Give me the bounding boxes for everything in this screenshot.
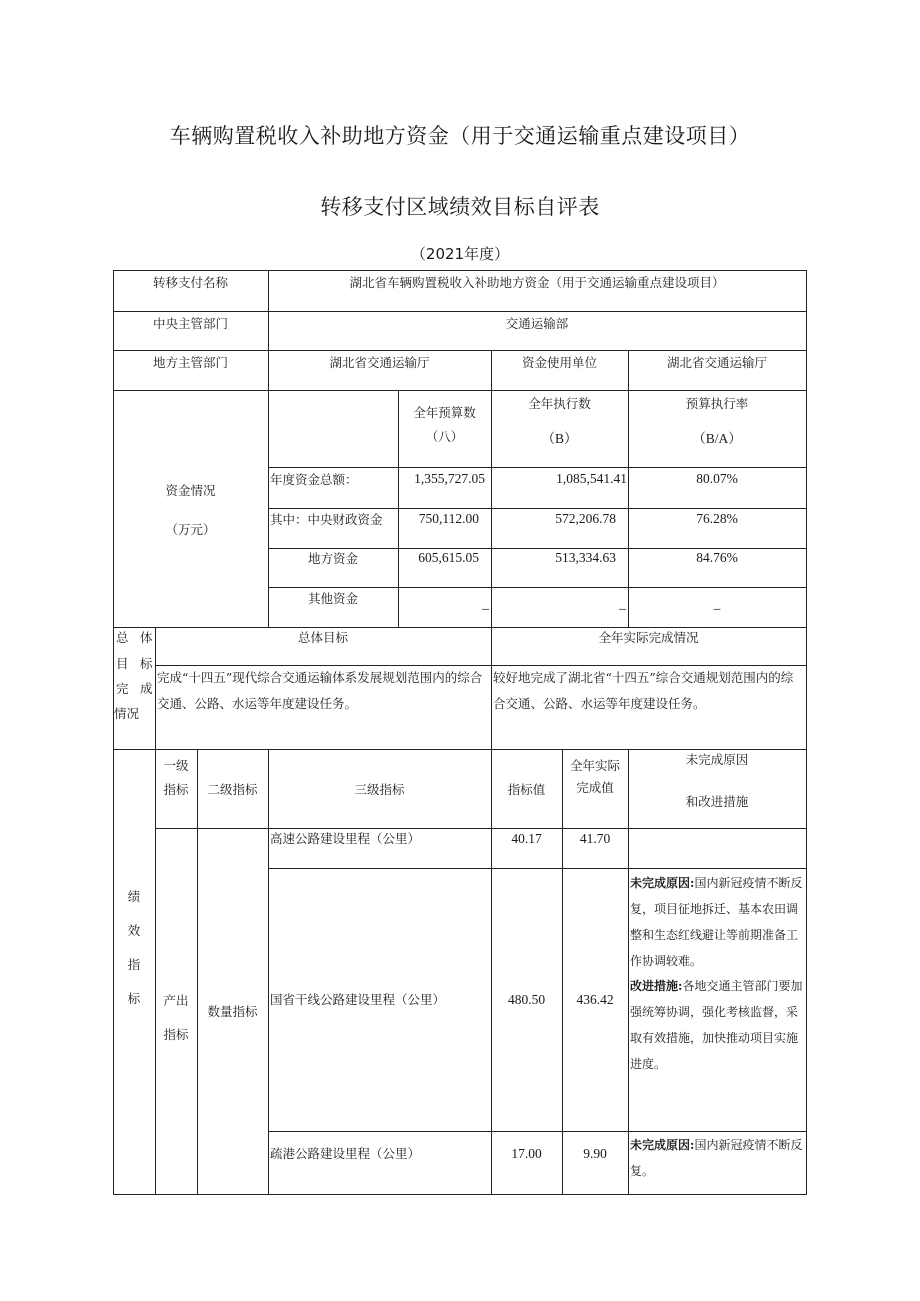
indicator-actual: 436.42	[576, 992, 614, 1007]
fund-row-exec: _	[619, 596, 626, 611]
fund-row-rate: 80.07%	[696, 471, 738, 486]
indicator-actual: 9.90	[583, 1146, 607, 1161]
report-year: （2021年度）	[410, 245, 510, 263]
reason-text: 国内新冠疫情不断反复。	[630, 1138, 803, 1178]
goals-side-char: 标	[140, 656, 153, 671]
indicator-actual: 41.70	[579, 831, 611, 846]
fund-row-budget: 750,112.00	[418, 511, 479, 526]
funds-unit: （万元）	[165, 522, 216, 537]
fund-row-label: 地方资金	[307, 551, 358, 566]
indicators-side-char: 指	[127, 957, 141, 972]
fund-row-exec: 1,085,541.41	[556, 471, 627, 486]
fund-user-label: 资金使用单位	[521, 355, 597, 370]
indicator-target: 480.50	[507, 992, 546, 1007]
fund-row-budget: 1,355,727.05	[414, 471, 485, 486]
col-actual-header-2: 完成值	[576, 780, 614, 795]
col-reason-header: 未完成原因	[685, 752, 749, 767]
col-exec-header: 全年执行数	[528, 396, 591, 411]
fund-row-budget: 605,615.05	[418, 550, 479, 565]
page-title: 车辆购置税收入补助地方资金（用于交通运输重点建设项目）	[169, 124, 751, 148]
table-border-right	[806, 270, 807, 1195]
actual-completion-text: 较好地完成了湖北省“十四五”综合交通规划范围内的综合交通、公路、水运等年度建设任务。	[493, 670, 794, 711]
local-dept-value: 湖北省交通运输厅	[329, 355, 430, 370]
indicator-name: 国省干线公路建设里程（公里）	[270, 992, 446, 1007]
col-level1-header: 一级	[163, 758, 189, 773]
central-dept-value: 交通运输部	[505, 316, 569, 331]
indicator-reason	[628, 1132, 806, 1184]
col-level2-header: 二级指标	[207, 782, 258, 797]
fund-user-value: 湖北省交通运输厅	[666, 355, 767, 370]
divider	[562, 749, 563, 1195]
local-dept-label: 地方主管部门	[152, 355, 228, 370]
indicators-side-label	[113, 880, 155, 1016]
col-level1-header-2: 指标	[163, 782, 189, 797]
divider	[268, 548, 807, 549]
indicator-name: 高速公路建设里程（公里）	[270, 831, 421, 846]
level1-output-2: 指标	[163, 1027, 189, 1042]
col-actual-header: 全年实际	[569, 758, 620, 773]
indicators-side-char: 标	[127, 991, 141, 1006]
goals-side-char: 完	[116, 681, 129, 696]
overall-goal-text: 完成“十四五”现代综合交通运输体系发展规划范围内的综合交通、公路、水运等年度建设任务。	[157, 670, 483, 711]
level2-quantity: 数量指标	[207, 1004, 258, 1019]
central-dept-label: 中央主管部门	[152, 316, 228, 331]
divider	[491, 749, 492, 1195]
level1-output: 产出	[163, 993, 189, 1008]
divider	[113, 390, 807, 391]
col-level3-header: 三级指标	[354, 782, 405, 797]
fund-row-label: 年度资金总额：	[270, 472, 358, 487]
funds-label: 资金情况	[165, 483, 216, 498]
divider	[155, 828, 807, 829]
col-budget-code: （八）	[425, 429, 464, 444]
divider	[268, 587, 807, 588]
table-border-top	[113, 270, 807, 271]
fund-row-rate: 84.76%	[696, 550, 738, 565]
fund-row-budget: _	[482, 596, 489, 611]
col-rate-header: 预算执行率	[685, 396, 749, 411]
divider	[628, 390, 629, 627]
indicator-target: 17.00	[511, 1146, 542, 1161]
divider	[268, 749, 269, 1195]
goals-side-char: 成	[140, 681, 153, 696]
reason-label: 未完成原因:	[630, 876, 695, 890]
divider	[268, 508, 807, 509]
indicators-side-char: 效	[127, 923, 141, 938]
table-border-left	[113, 270, 114, 1195]
goals-side-char: 体	[140, 630, 153, 645]
measure-text: 各地交通主管部门要加强统筹协调，强化考核监督，采取有效措施，加快推动项目实施进度。	[630, 979, 803, 1071]
col-exec-code: （B）	[541, 431, 578, 446]
divider	[268, 868, 807, 869]
indicators-side-char: 绩	[127, 889, 141, 904]
reason-label: 未完成原因:	[630, 1138, 695, 1152]
col-budget-header: 全年预算数	[413, 405, 476, 420]
divider	[197, 749, 198, 1195]
fund-row-exec: 572,206.78	[555, 511, 616, 526]
goals-side-char: 情况	[114, 706, 140, 721]
divider	[113, 627, 807, 628]
goals-side-char: 总	[116, 630, 129, 645]
indicator-measure	[628, 973, 806, 1077]
goals-side-char: 目	[116, 656, 129, 671]
col-rate-code: （B/A）	[692, 431, 742, 446]
fund-row-label: 其中：中央财政资金	[270, 512, 383, 527]
divider	[113, 350, 807, 351]
fund-row-rate: _	[713, 596, 721, 611]
indicator-reason	[628, 870, 806, 974]
fund-row-exec: 513,334.63	[555, 550, 616, 565]
actual-completion-header: 全年实际完成情况	[598, 630, 699, 645]
divider	[268, 467, 807, 468]
col-target-header: 指标值	[507, 782, 546, 797]
transfer-name-label: 转移支付名称	[152, 275, 228, 290]
divider	[113, 749, 807, 750]
overall-goal-header: 总体目标	[297, 630, 348, 645]
divider	[113, 311, 807, 312]
page-subtitle: 转移支付区域绩效目标自评表	[320, 195, 600, 219]
transfer-name-value: 湖北省车辆购置税收入补助地方资金（用于交通运输重点建设项目）	[349, 275, 725, 290]
indicator-target: 40.17	[511, 831, 542, 846]
reason-text: 国内新冠疫情不断反复，项目征地拆迁、基本农田调整和生态红线避让等前期准备工作协调较难。	[630, 876, 803, 968]
fund-row-rate: 76.28%	[696, 511, 738, 526]
measure-label: 改进措施:	[630, 979, 683, 993]
table-border-bottom	[113, 1194, 807, 1195]
divider	[398, 390, 399, 627]
col-reason-header-2: 和改进措施	[685, 794, 749, 809]
fund-row-label: 其他资金	[307, 591, 358, 606]
indicator-name: 疏港公路建设里程（公里）	[270, 1146, 421, 1161]
divider	[491, 390, 492, 627]
